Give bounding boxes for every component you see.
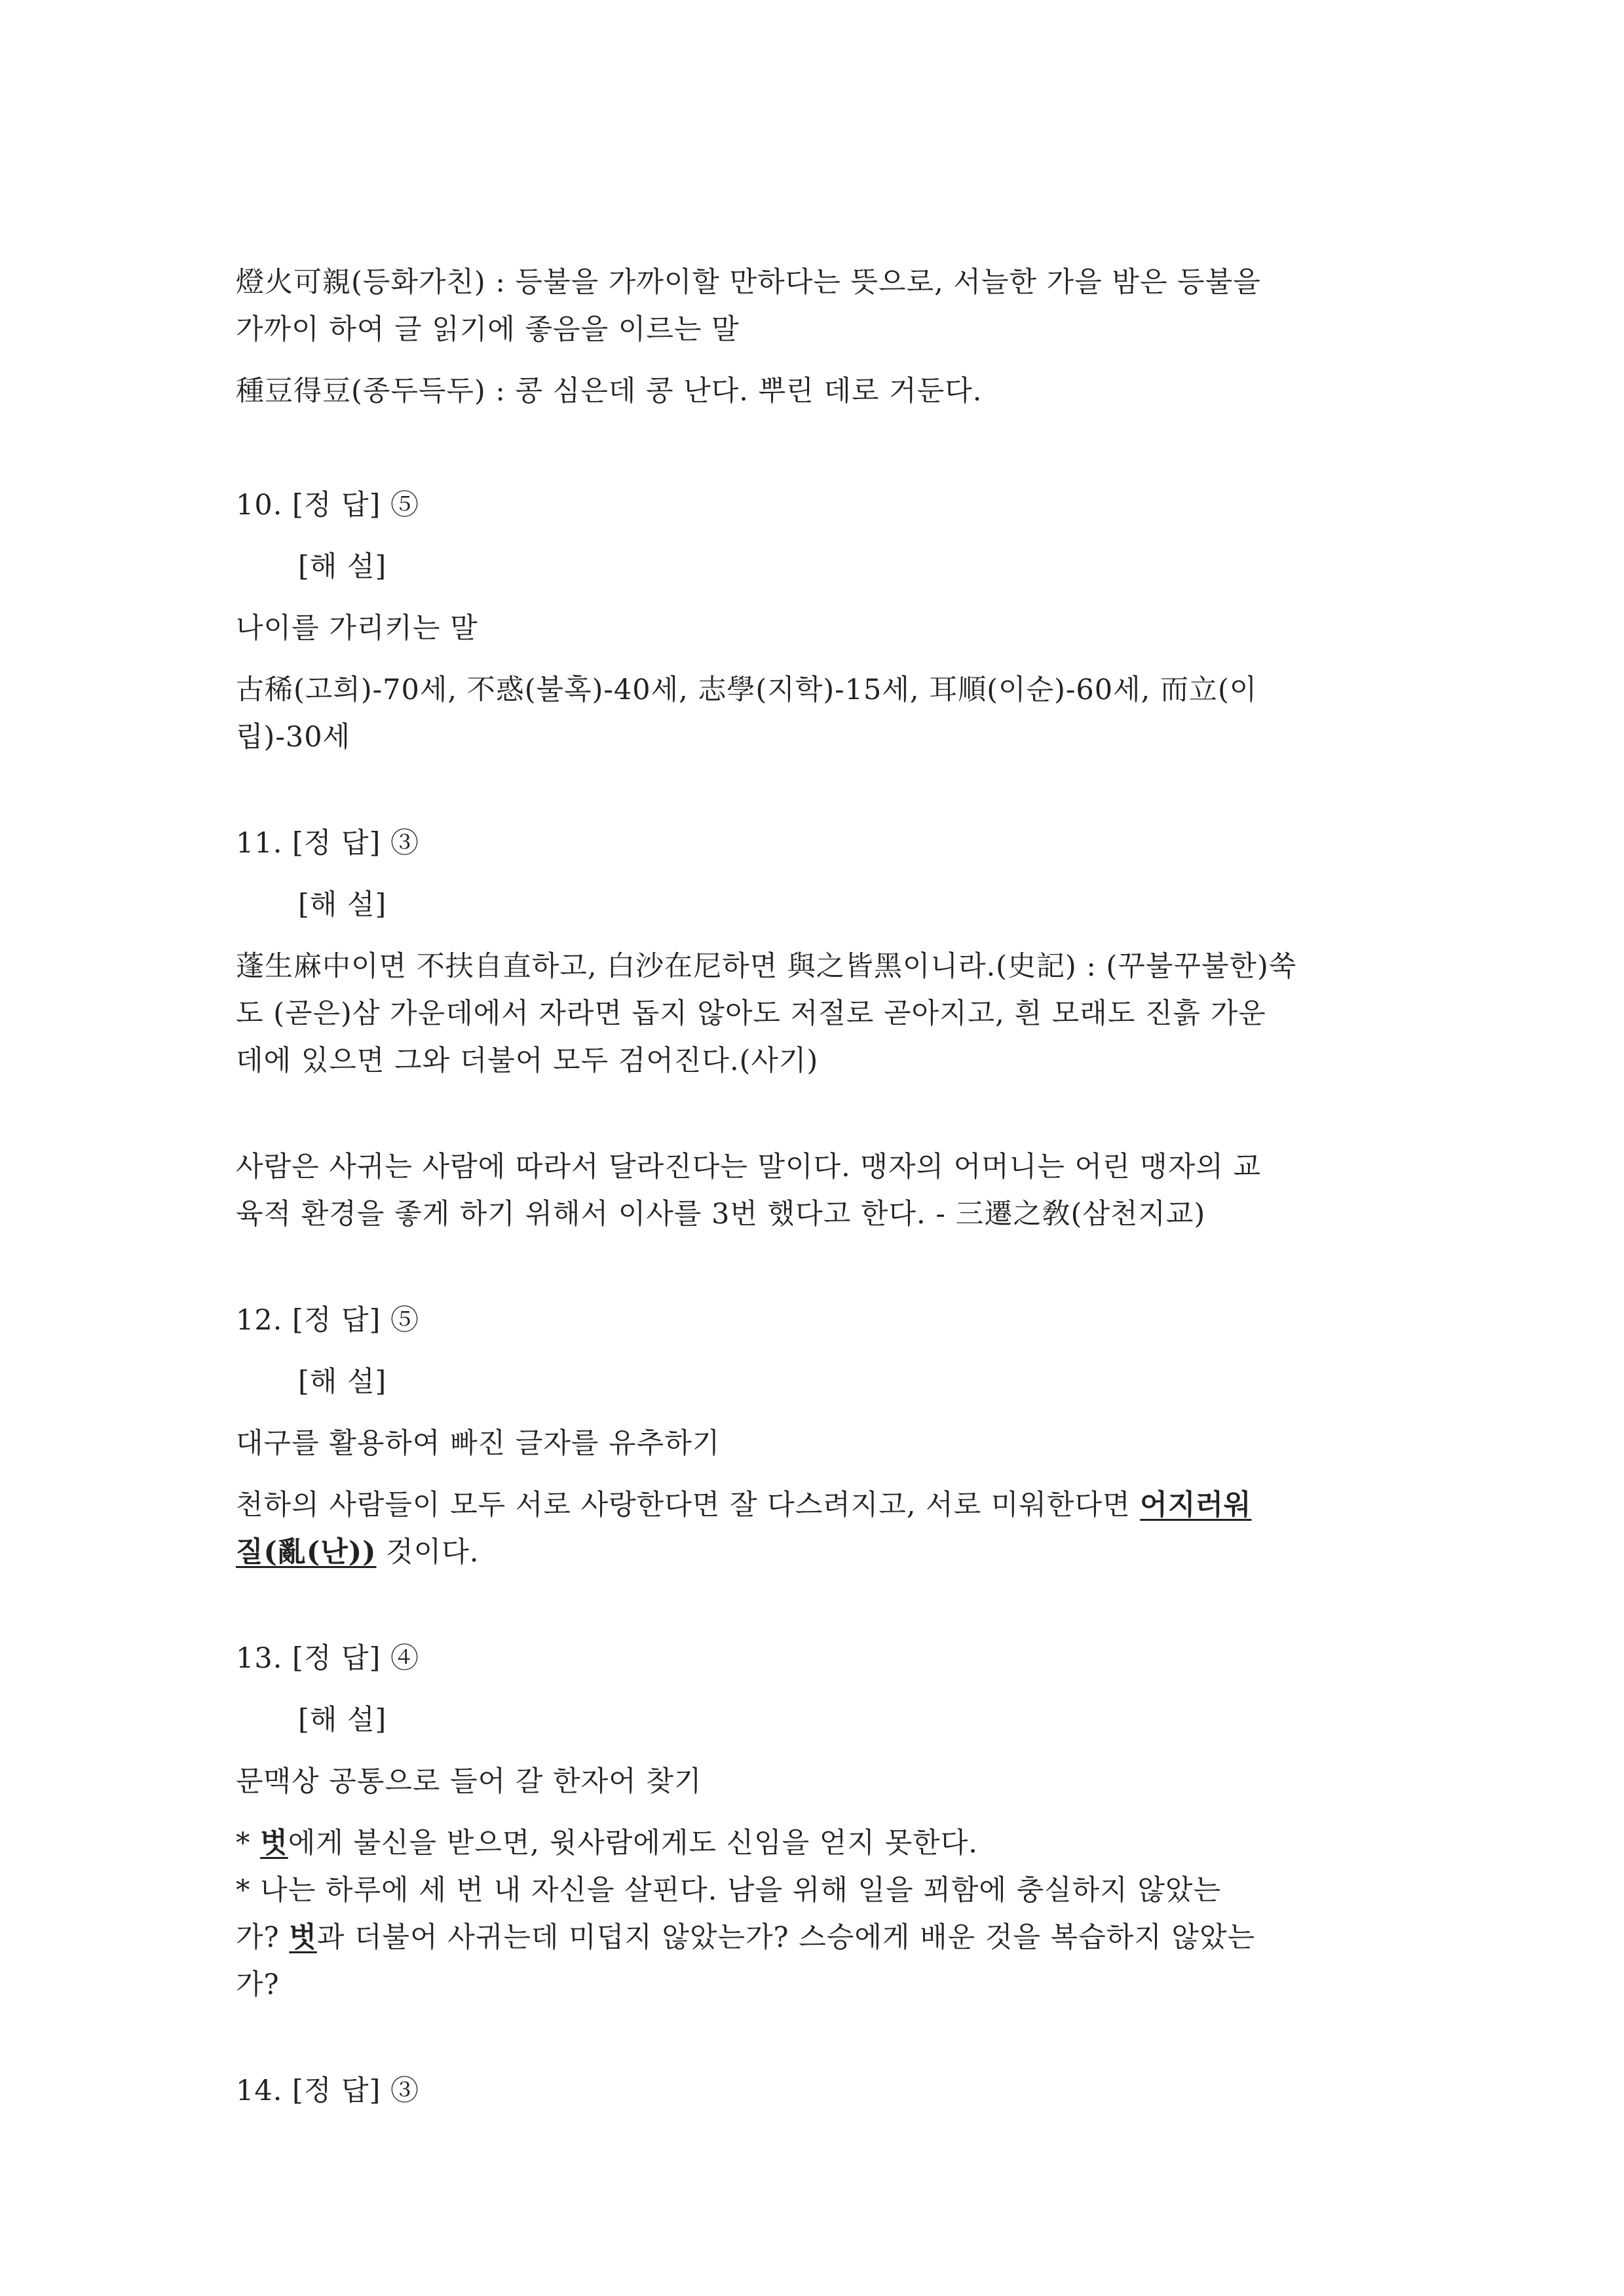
q10-line1: 나이를 가리키는 말 bbox=[236, 612, 478, 645]
q13-line1: 문맥상 공통으로 들어 갈 한자어 찾기 bbox=[236, 1765, 702, 1798]
q11-p1-c: 데에 있으면 그와 더불어 모두 검어진다.(사기) bbox=[236, 1044, 819, 1077]
q10-explanation-label: [해 설] bbox=[298, 550, 387, 583]
q12-underlined-answer-a: 어지러워 bbox=[1140, 1489, 1252, 1521]
question-13 bbox=[236, 1635, 1402, 2008]
q13-bullet2-c: 가? bbox=[236, 1968, 280, 2001]
q13-explanation-label: [해 설] bbox=[298, 1704, 387, 1736]
q13-bullet2-b-pre: 가? bbox=[236, 1921, 290, 1954]
document-body bbox=[236, 259, 1402, 2114]
q13-bullet2-b bbox=[236, 1914, 1402, 1961]
q13-bullet1-text: 에게 불신을 받으면, 윗사람에게도 신임을 얻지 못한다. bbox=[288, 1827, 978, 1860]
q11-p1-b: 도 (곧은)삼 가운데에서 자라면 돕지 않아도 저절로 곧아지고, 흰 모래도 진흙 가운 bbox=[236, 997, 1266, 1030]
q12-line3-text: 것이다. bbox=[376, 1536, 480, 1569]
q12-line3 bbox=[236, 1529, 1402, 1576]
q11-p1-a: 蓬生麻中이면 不扶自直하고, 白沙在尼하면 與之皆黑이니라.(史記) : (꾸불꾸불한)쑥 bbox=[236, 950, 1297, 983]
q13-bullet1 bbox=[236, 1820, 1402, 1867]
q12-line2 bbox=[236, 1482, 1402, 1529]
q13-bullet2-a: * 나는 하루에 세 번 내 자신을 살핀다. 남을 위해 일을 꾀함에 충실하지 않았는 bbox=[236, 1874, 1221, 1907]
q13-bullet1-underlined: 벗 bbox=[260, 1827, 288, 1860]
q12-explanation-label: [해 설] bbox=[298, 1366, 387, 1398]
intro-line1-b: 가까이 하여 글 읽기에 좋음을 이르는 말 bbox=[236, 313, 740, 346]
q13-bullet2-underlined: 벗 bbox=[289, 1921, 317, 1954]
q13-bullet1-mark: * bbox=[236, 1827, 261, 1860]
intro-line1-a: 燈火可親(등화가친) : 등불을 가까이할 만하다는 뜻으로, 서늘한 가을 밤은 등불을 bbox=[236, 266, 1261, 299]
q14-answer: 14. [정 답] ③ bbox=[236, 2075, 420, 2107]
q11-answer: 11. [정 답] ③ bbox=[236, 827, 420, 860]
intro-section bbox=[236, 259, 1402, 415]
q10-answer: 10. [정 답] ⑤ bbox=[236, 489, 420, 522]
q11-explanation-label: [해 설] bbox=[298, 889, 387, 921]
question-10 bbox=[236, 482, 1402, 761]
question-14 bbox=[236, 2067, 1402, 2114]
q11-p2-b: 육적 환경을 좋게 하기 위해서 이사를 3번 했다고 한다. - 三遷之敎(삼천지교) bbox=[236, 1198, 1206, 1231]
intro-line2: 種豆得豆(종두득두) : 콩 심은데 콩 난다. 뿌린 데로 거둔다. bbox=[236, 375, 983, 408]
q12-line1: 대구를 활용하여 빠진 글자를 유추하기 bbox=[236, 1427, 721, 1460]
q13-answer: 13. [정 답] ④ bbox=[236, 1642, 420, 1675]
q12-line2-text: 천하의 사람들이 모두 서로 사랑한다면 잘 다스려지고, 서로 미워한다면 bbox=[236, 1489, 1141, 1521]
question-11 bbox=[236, 820, 1402, 1238]
q13-bullet2-b-text: 과 더불어 사귀는데 미덥지 않았는가? 스승에게 배운 것을 복습하지 않았는 bbox=[316, 1921, 1256, 1954]
q10-line3: 립)-30세 bbox=[236, 721, 351, 754]
q11-p2-a: 사람은 사귀는 사람에 따라서 달라진다는 말이다. 맹자의 어머니는 어린 맹자의 교 bbox=[236, 1151, 1262, 1183]
q10-line2: 古稀(고희)-70세, 不惑(불혹)-40세, 志學(지학)-15세, 耳順(이순)-60세, 而立(이 bbox=[236, 674, 1258, 706]
question-12 bbox=[236, 1297, 1402, 1576]
q12-answer: 12. [정 답] ⑤ bbox=[236, 1304, 420, 1337]
q12-underlined-answer-b: 질(亂(난)) bbox=[236, 1536, 377, 1569]
